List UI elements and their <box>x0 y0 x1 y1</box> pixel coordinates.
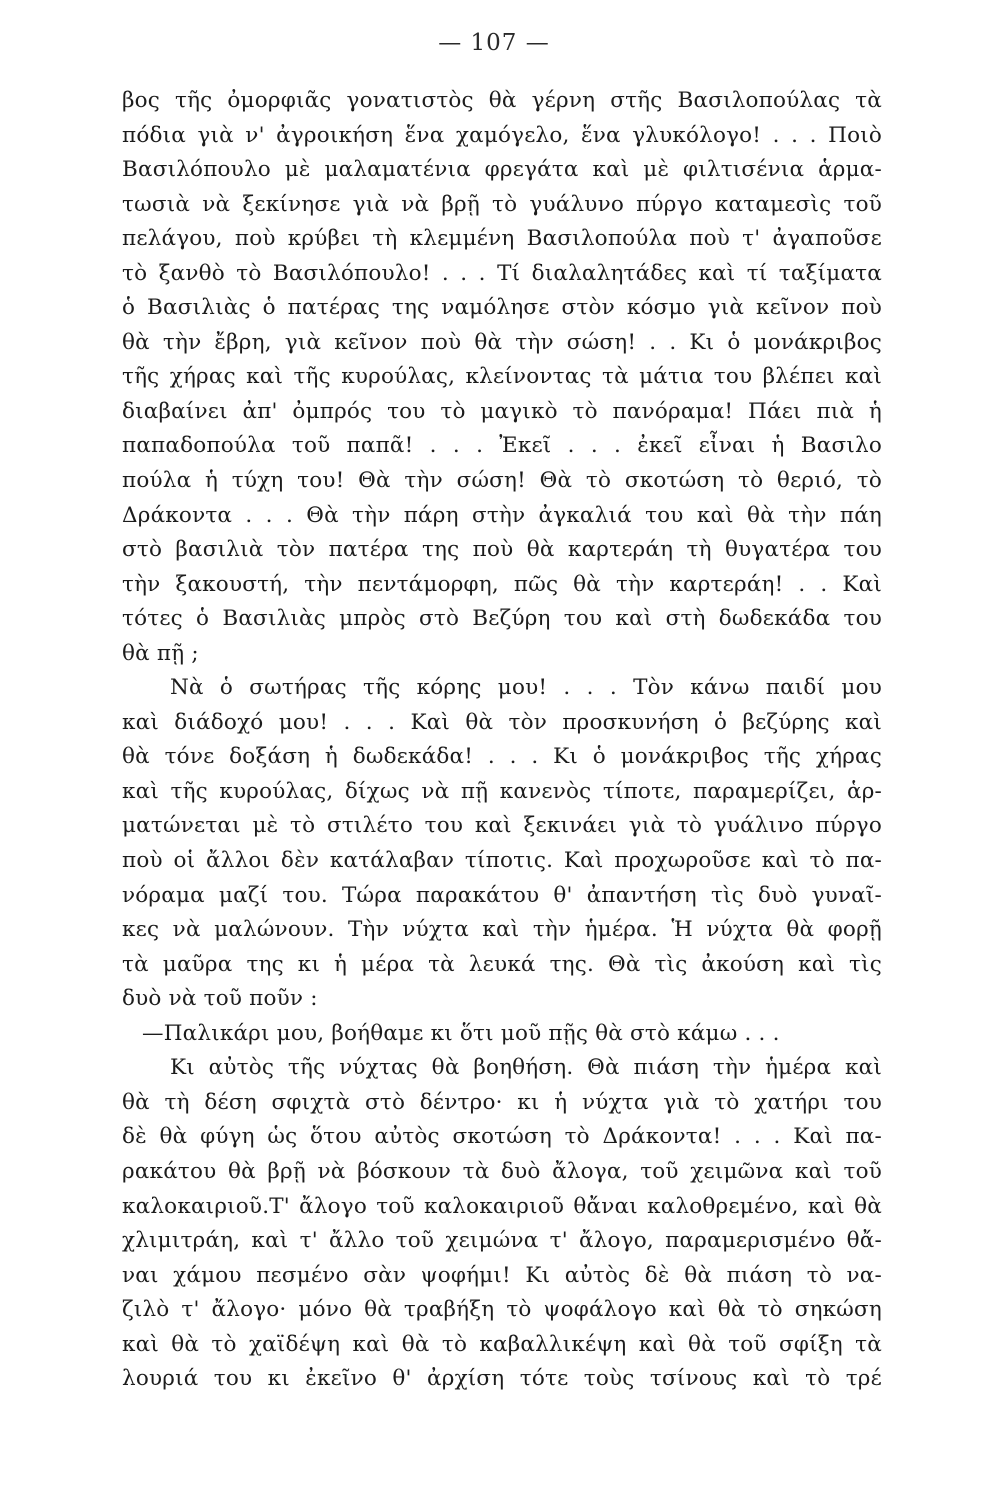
text-line: δυὸ νὰ τοῦ ποῦν : <box>122 986 318 1012</box>
text-line: θὰ τὴν ἔβρη, γιὰ κεῖνον ποὺ θὰ τὴν σώση! . . Κι ὁ μονάκριβος <box>122 329 882 355</box>
text-line: παπαδοπούλα τοῦ παπᾶ! . . . Ἐκεῖ . . . ἐκεῖ εἶναι ἡ Βασιλο <box>122 433 882 459</box>
text-line: πελάγου, ποὺ κρύβει τὴ κλεμμένη Βασιλοπούλα ποὺ τ' ἀγαποῦσε <box>122 226 882 252</box>
text-line: δὲ θὰ φύγη ὡς ὅτου αὐτὸς σκοτώση τὸ Δράκοντα! . . . Καὶ πα- <box>122 1124 882 1150</box>
text-line: Βασιλόπουλο μὲ μαλαματένια φρεγάτα καὶ μὲ φιλτισένια ἁρμα- <box>122 157 882 183</box>
text-line: Κι αὐτὸς τῆς νύχτας θὰ βοηθήση. Θὰ πιάση τὴν ἡμέρα καὶ <box>170 1055 882 1081</box>
text-line: λουριά του κι ἐκεῖνο θ' ἀρχίση τότε τοὺς τσίνους καὶ τὸ τρέ <box>122 1366 882 1392</box>
text-line: διαβαίνει ἀπ' ὀμπρός του τὸ μαγικὸ τὸ πανόραμα! Πάει πιὰ ἡ <box>122 398 882 424</box>
text-line: ζιλὸ τ' ἄλογο· μόνο θὰ τραβήξη τὸ ψοφάλογο καὶ θὰ τὸ σηκώση <box>122 1297 882 1323</box>
text-line: καὶ διάδοχό μου! . . . Καὶ θὰ τὸν προσκυνήση ὁ βεζύρης καὶ <box>122 709 882 735</box>
text-line: τὸ ξανθὸ τὸ Βασιλόπουλο! . . . Τί διαλαλητάδες καὶ τί ταξίματα <box>122 260 882 286</box>
text-line: καὶ τῆς κυρούλας, δίχως νὰ πῇ κανενὸς τίποτε, παραμερίζει, ἁρ- <box>122 778 882 804</box>
text-line: ρακάτου θὰ βρῇ νὰ βόσκουν τὰ δυὸ ἄλογα, τοῦ χειμῶνα καὶ τοῦ <box>122 1158 882 1184</box>
text-line: ματώνεται μὲ τὸ στιλέτο του καὶ ξεκινάει γιὰ τὸ γυάλινο πύργο <box>122 813 882 839</box>
text-line: καλοκαιριοῦ.Τ' ἄλογο τοῦ καλοκαιριοῦ θἄναι καλοθρεμένο, καὶ θὰ <box>122 1193 882 1219</box>
text-line: νόραμα μαζί του. Τώρα παρακάτου θ' ἀπαντήση τὶς δυὸ γυναῖ- <box>122 882 882 908</box>
text-line: θὰ τὴ δέση σφιχτὰ στὸ δέντρο· κι ἡ νύχτα γιὰ τὸ χατήρι του <box>122 1089 882 1115</box>
text-line: ποὺ οἱ ἄλλοι δὲν κατάλαβαν τίποτις. Καὶ προχωροῦσε καὶ τὸ πα- <box>122 848 882 874</box>
text-line: θὰ τόνε δοξάση ἡ δωδεκάδα! . . . Κι ὁ μονάκριβος τῆς χήρας <box>122 744 882 770</box>
text-line: τῆς χήρας καὶ τῆς κυρούλας, κλείνοντας τὰ μάτια του βλέπει καὶ <box>122 364 882 390</box>
text-line: βος τῆς ὀμορφιᾶς γονατιστὸς θὰ γέρνη στῆς Βασιλοπούλας τὰ <box>122 88 882 113</box>
text-line: Δράκοντα . . . Θὰ τὴν πάρη στὴν ἀγκαλιά του καὶ θὰ τὴν πάη <box>122 502 882 528</box>
page-number: — 107 — <box>438 30 550 56</box>
text-line: πούλα ἡ τύχη του! Θὰ τὴν σώση! Θὰ τὸ σκοτώση τὸ θεριό, τὸ <box>122 468 882 494</box>
text-line: πόδια γιὰ ν' ἀγροικήση ἕνα χαμόγελο, ἕνα γλυκόλογο! . . . Ποιὸ <box>122 122 882 148</box>
text-line: —Παλικάρι μου, βοήθαμε κι ὅτι μοῦ πῇς θὰ στὸ κάμω . . . <box>142 1020 780 1046</box>
text-line: στὸ βασιλιὰ τὸν πατέρα της ποὺ θὰ καρτεράη τὴ θυγατέρα του <box>122 537 882 563</box>
body-text <box>122 84 882 1397</box>
text-line: Νὰ ὁ σωτήρας τῆς κόρης μου! . . . Τὸν κάνω παιδί μου <box>170 675 882 701</box>
text-line: καὶ θὰ τὸ χαϊδέψη καὶ θὰ τὸ καβαλλικέψη καὶ θὰ τοῦ σφίξη τὰ <box>122 1331 882 1357</box>
text-line: κες νὰ μαλώνουν. Τὴν νύχτα καὶ τὴν ἡμέρα. Ἡ νύχτα θὰ φορῇ <box>122 917 882 943</box>
text-line: τὰ μαῦρα της κι ἡ μέρα τὰ λευκά της. Θὰ τὶς ἀκούση καὶ τὶς <box>122 951 882 977</box>
text-line: χλιμιτράη, καὶ τ' ἄλλο τοῦ χειμώνα τ' ἄλογο, παραμερισμένο θἄ- <box>122 1228 882 1254</box>
text-line: τὴν ξακουστή, τὴν πεντάμορφη, πῶς θὰ τὴν καρτεράη! . . Καὶ <box>122 571 882 597</box>
text-line: τότες ὁ Βασιλιὰς μπρὸς στὸ Βεζύρη του καὶ στὴ δωδεκάδα του <box>122 606 882 632</box>
text-line: ὁ Βασιλιὰς ὁ πατέρας της ναμόλησε στὸν κόσμο γιὰ κεῖνον ποὺ <box>122 295 882 321</box>
text-line: τωσιὰ νὰ ξεκίνησε γιὰ νὰ βρῇ τὸ γυάλυνο πύργο καταμεσὶς τοῦ <box>122 191 882 217</box>
text-line: ναι χάμου πεσμένο σὰν ψοφήμι! Κι αὐτὸς δὲ θὰ πιάση τὸ να- <box>122 1262 882 1288</box>
text-line: θὰ πῇ ; <box>122 640 199 666</box>
